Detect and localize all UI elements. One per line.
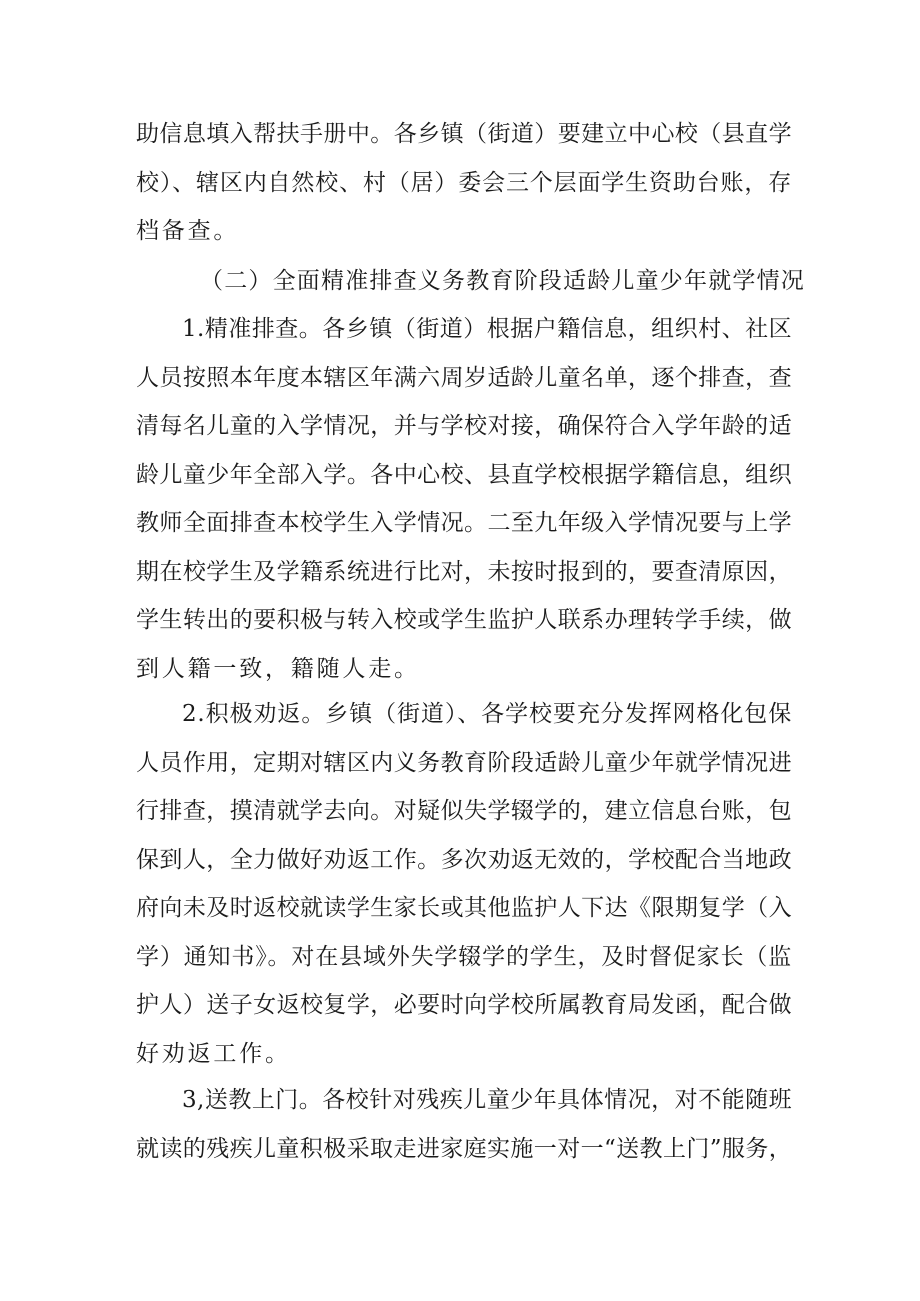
paragraph-3-line: 人员作用，定期对辖区内义务教育阶段适龄儿童少年就学情况进 <box>136 749 792 776</box>
paragraph-3-line: 护人）送子女返校复学，必要时向学校所属教育局发函，配合做 <box>136 992 792 1018</box>
paragraph-4-line: 3,送教上门。各校针对残疾儿童少年具体情况，对不能随班 <box>182 1087 792 1113</box>
paragraph-2-line: 教师全面排查本校学生入学情况。二至九年级入学情况要与上学 <box>136 510 792 536</box>
paragraph-2-line: 期在校学生及学籍系统进行比对，未按时报到的，要查清原因， <box>136 558 792 585</box>
section-heading: （二）全面精准排查义务教育阶段适龄儿童少年就学情况 <box>200 268 805 294</box>
paragraph-1-line: 档备查。 <box>136 218 240 244</box>
paragraph-4 <box>136 1076 792 1173</box>
paragraph-3-line: 保到人，全力做好劝返工作。多次劝返无效的，学校配合当地政 <box>136 846 792 873</box>
paragraph-3-line: 行排查，摸清就学去向。对疑似失学辍学的，建立信息台账，包 <box>136 798 792 824</box>
paragraph-2 <box>136 305 792 693</box>
paragraph-2-line: 清每名儿童的入学情况，并与学校对接，确保符合入学年龄的适 <box>136 413 792 439</box>
paragraph-1 <box>136 110 792 256</box>
paragraph-3-line: 好劝返工作。 <box>136 1040 291 1067</box>
paragraph-3-line: 学）通知书》。对在县域外失学辍学的学生，及时督促家长（监 <box>136 943 792 970</box>
paragraph-4-line: 就读的残疾儿童积极采取走进家庭实施一对一“送教上门”服务， <box>136 1135 793 1162</box>
paragraph-2-line: 人员按照本年度本辖区年满六周岁适龄儿童名单，逐个排查，查 <box>136 364 792 391</box>
paragraph-2-line: 龄儿童少年全部入学。各中心校、县直学校根据学籍信息，组织 <box>136 461 792 488</box>
paragraph-1-line: 助信息填入帮扶手册中。各乡镇（街道）要建立中心校（县直学 <box>136 121 792 147</box>
paragraph-3-line: 府向未及时返校就读学生家长或其他监护人下达《限期复学（入 <box>136 895 792 921</box>
paragraph-1-line: 校）、辖区内自然校、村（居）委会三个层面学生资助台账，存 <box>136 169 792 196</box>
paragraph-3-line: 2.积极劝返。乡镇（街道）、各学校要充分发挥网格化包保 <box>182 701 792 727</box>
paragraph-3 <box>136 690 792 1078</box>
paragraph-2-line: 到人籍一致，籍随人走。 <box>136 655 420 682</box>
paragraph-2-line: 1.精准排查。各乡镇（街道）根据户籍信息，组织村、社区 <box>182 316 792 342</box>
paragraph-2-line: 学生转出的要积极与转入校或学生监护人联系办理转学手续，做 <box>136 607 792 633</box>
